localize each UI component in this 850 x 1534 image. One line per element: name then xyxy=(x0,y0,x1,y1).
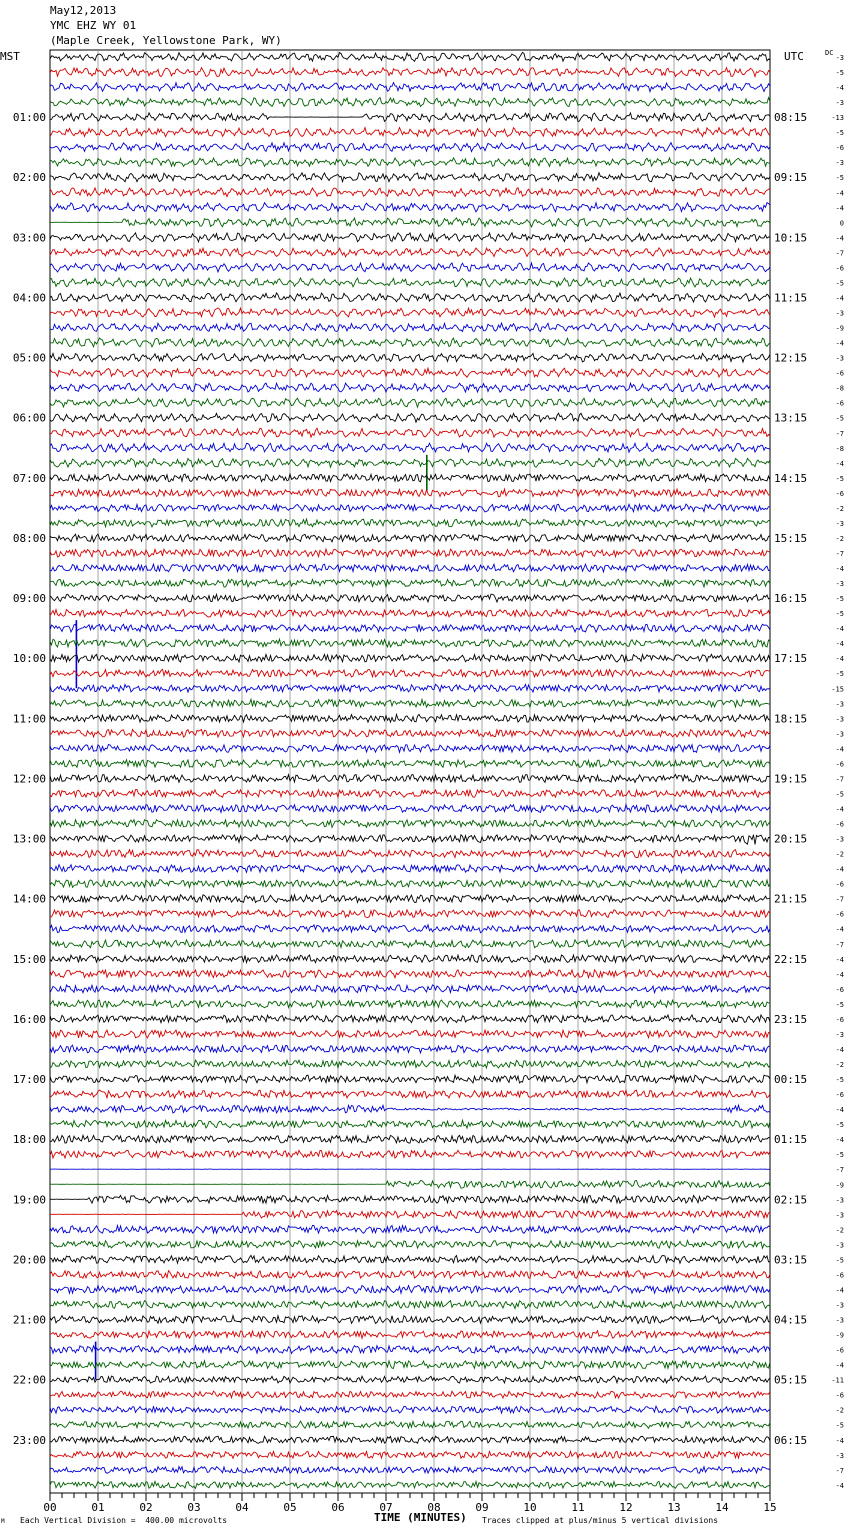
dc-offset-label: -4 xyxy=(835,294,844,303)
seismic-trace xyxy=(50,564,770,572)
seismic-trace xyxy=(50,745,770,753)
right-hour-label: 21:15 xyxy=(774,892,808,906)
dc-offset-label: -5 xyxy=(835,1000,844,1009)
right-hour-label: 10:15 xyxy=(774,231,808,245)
dc-offset-label: -4 xyxy=(835,459,844,468)
seismic-trace xyxy=(50,1075,770,1083)
seismic-trace xyxy=(50,1255,770,1263)
dc-offset-label: -6 xyxy=(835,489,844,498)
dc-offset-label: -4 xyxy=(835,1436,844,1445)
right-hour-label: 03:15 xyxy=(774,1253,808,1267)
left-hour-label: 22:00 xyxy=(12,1373,46,1387)
dc-offset-label: -6 xyxy=(835,1015,844,1024)
plot-date: May12,2013 xyxy=(50,4,117,17)
left-hour-label: 14:00 xyxy=(12,892,46,906)
seismic-trace xyxy=(50,1120,770,1128)
dc-offset-label: -7 xyxy=(835,429,844,438)
seismic-trace xyxy=(50,128,770,137)
seismic-trace xyxy=(50,1376,770,1383)
seismic-trace xyxy=(50,1225,770,1233)
right-hour-label: 18:15 xyxy=(774,712,808,726)
left-hour-label: 05:00 xyxy=(12,351,46,365)
dc-offset-label: -7 xyxy=(835,549,844,558)
x-tick-label: 06 xyxy=(331,1501,345,1514)
seismic-trace xyxy=(50,68,770,77)
seismic-trace xyxy=(50,835,770,845)
seismic-trace xyxy=(50,278,770,287)
seismic-trace xyxy=(50,1331,770,1339)
dc-offset-label: -9 xyxy=(835,324,844,333)
dc-offset-label: -2 xyxy=(835,1061,844,1070)
dc-offset-label: -13 xyxy=(831,114,844,123)
seismic-trace xyxy=(50,398,770,407)
dc-offset-label: -3 xyxy=(835,1196,844,1205)
seismic-trace xyxy=(50,579,770,587)
dc-offset-label: -6 xyxy=(835,399,844,408)
x-tick-label: 15 xyxy=(763,1501,777,1514)
dc-offset-label: -4 xyxy=(835,204,844,213)
local-time-label: MST xyxy=(0,50,20,63)
left-hour-label: 13:00 xyxy=(12,832,46,846)
seismic-trace xyxy=(50,775,770,783)
dc-offset-label: -2 xyxy=(835,504,844,513)
seismic-trace xyxy=(50,865,770,873)
seismic-trace xyxy=(50,504,770,512)
seismic-trace xyxy=(50,1015,770,1023)
left-hour-label: 15:00 xyxy=(12,952,46,966)
left-hour-label: 08:00 xyxy=(12,531,46,545)
x-tick-label: 00 xyxy=(43,1501,57,1514)
dc-offset-label: -8 xyxy=(835,444,844,453)
dc-offset-label: -2 xyxy=(835,1226,844,1235)
right-hour-label: 01:15 xyxy=(774,1133,808,1147)
dc-offset-label: -3 xyxy=(835,1211,844,1220)
x-axis-title: TIME (MINUTES) xyxy=(374,1511,467,1524)
dc-offset-label: -4 xyxy=(835,970,844,979)
dc-offset-label: -7 xyxy=(835,249,844,258)
seismic-trace xyxy=(50,549,770,557)
seismic-trace xyxy=(50,1391,770,1398)
seismic-trace xyxy=(50,368,770,377)
dc-offset-label: -4 xyxy=(835,1286,844,1295)
dc-offset-label: -5 xyxy=(835,1256,844,1265)
right-hour-label: 23:15 xyxy=(774,1012,808,1026)
station-location: (Maple Creek, Yellowstone Park, WY) xyxy=(50,34,282,47)
x-tick-label: 14 xyxy=(715,1501,729,1514)
seismic-trace xyxy=(50,1361,770,1369)
right-hour-label: 05:15 xyxy=(774,1373,808,1387)
dc-offset-label: -7 xyxy=(835,1466,844,1475)
left-hour-label: 02:00 xyxy=(12,171,46,185)
dc-offset-label: -3 xyxy=(835,700,844,709)
right-hour-label: 08:15 xyxy=(774,111,808,125)
right-hour-label: 06:15 xyxy=(774,1433,808,1447)
seismic-trace xyxy=(50,925,770,933)
dc-offset-label: -5 xyxy=(835,790,844,799)
right-hour-label: 19:15 xyxy=(774,772,808,786)
clipping-note: Traces clipped at plus/minus 5 vertical divisions xyxy=(482,1516,719,1525)
seismic-trace xyxy=(50,1346,770,1354)
seismic-trace xyxy=(50,654,770,662)
seismic-trace xyxy=(50,820,770,828)
seismic-trace xyxy=(50,458,770,467)
seismic-trace xyxy=(50,1481,770,1488)
x-tick-label: 10 xyxy=(523,1501,537,1514)
seismic-trace xyxy=(50,293,770,302)
seismic-trace xyxy=(50,1316,770,1324)
dc-offset-label: -11 xyxy=(831,1376,844,1385)
dc-offset-label: -3 xyxy=(835,1301,844,1310)
left-hour-label: 03:00 xyxy=(12,231,46,245)
seismic-trace xyxy=(50,1090,770,1098)
dc-offset-label: -5 xyxy=(835,279,844,288)
seismic-trace xyxy=(50,338,770,347)
dc-offset-label: -5 xyxy=(835,129,844,138)
seismic-trace xyxy=(50,218,770,227)
seismic-trace xyxy=(50,519,770,527)
left-hour-label: 16:00 xyxy=(12,1012,46,1026)
dc-offset-label: -4 xyxy=(835,655,844,664)
seismic-trace xyxy=(50,1211,770,1219)
seismic-trace xyxy=(50,1421,770,1428)
footer-mark: M xyxy=(1,1518,5,1525)
seismic-trace xyxy=(50,113,770,122)
x-tick-label: 01 xyxy=(91,1501,105,1514)
seismic-trace xyxy=(50,308,770,317)
seismic-trace xyxy=(50,609,770,617)
dc-offset-label: -3 xyxy=(835,309,844,318)
seismic-trace xyxy=(50,1286,770,1294)
x-tick-label: 02 xyxy=(139,1501,153,1514)
seismic-trace xyxy=(50,353,770,362)
dc-offset-label: -4 xyxy=(835,1106,844,1115)
right-hour-label: 17:15 xyxy=(774,652,808,666)
left-hour-label: 18:00 xyxy=(12,1133,46,1147)
dc-offset-label: -8 xyxy=(835,384,844,393)
dc-offset-label: -4 xyxy=(835,625,844,634)
seismic-trace xyxy=(50,534,770,542)
dc-offset-label: -4 xyxy=(835,865,844,874)
dc-offset-label: -6 xyxy=(835,144,844,153)
seismic-trace xyxy=(50,323,770,332)
dc-offset-label: -3 xyxy=(835,1316,844,1325)
dc-offset-label: -4 xyxy=(835,1136,844,1145)
left-hour-label: 20:00 xyxy=(12,1253,46,1267)
dc-offset-label: -4 xyxy=(835,1361,844,1370)
dc-offset-label: -4 xyxy=(835,745,844,754)
dc-offset-label: -3 xyxy=(835,835,844,844)
seismic-trace xyxy=(50,1195,770,1203)
dc-offset-label: -5 xyxy=(835,1121,844,1130)
seismic-trace xyxy=(50,594,770,602)
dc-offset-label: -4 xyxy=(835,565,844,574)
left-hour-label: 04:00 xyxy=(12,291,46,305)
dc-offset-label: -3 xyxy=(835,1241,844,1250)
seismic-trace xyxy=(50,52,770,61)
dc-offset-label: -2 xyxy=(835,850,844,859)
dc-offset-label: -3 xyxy=(835,1030,844,1039)
right-hour-label: 02:15 xyxy=(774,1193,808,1207)
dc-offset-label: -6 xyxy=(835,1271,844,1280)
dc-offset-label: -7 xyxy=(835,895,844,904)
right-hour-label: 00:15 xyxy=(774,1073,808,1087)
dc-offset-label: -15 xyxy=(831,685,844,694)
dc-offset-label: -6 xyxy=(835,820,844,829)
seismic-trace xyxy=(50,158,770,167)
right-hour-label: 04:15 xyxy=(774,1313,808,1327)
x-tick-label: 11 xyxy=(571,1501,585,1514)
seismic-trace xyxy=(50,684,770,692)
dc-offset-label: -6 xyxy=(835,369,844,378)
dc-offset-label: -5 xyxy=(835,1421,844,1430)
left-hour-label: 01:00 xyxy=(12,111,46,125)
dc-offset-label: -6 xyxy=(835,1091,844,1100)
seismic-trace xyxy=(50,1135,770,1143)
dc-offset-label: -4 xyxy=(835,339,844,348)
dc-offset-label: -3 xyxy=(835,354,844,363)
seismic-trace xyxy=(50,624,770,632)
seismic-trace xyxy=(50,714,770,722)
seismic-trace xyxy=(50,985,770,993)
dc-offset-label: -3 xyxy=(835,99,844,108)
right-hour-label: 22:15 xyxy=(774,952,808,966)
dc-offset-label: -4 xyxy=(835,955,844,964)
seismic-trace xyxy=(50,428,770,437)
seismic-trace xyxy=(50,1150,770,1158)
dc-offset-label: -7 xyxy=(835,775,844,784)
left-hour-label: 12:00 xyxy=(12,772,46,786)
seismic-trace xyxy=(50,940,770,948)
seismic-trace xyxy=(50,188,770,197)
dc-offset-label: -5 xyxy=(835,1076,844,1085)
seismic-trace xyxy=(50,263,770,272)
dc-offset-label: -6 xyxy=(835,760,844,769)
left-hour-label: 17:00 xyxy=(12,1073,46,1087)
dc-offset-label: -6 xyxy=(835,880,844,889)
dc-offset-label: -2 xyxy=(835,534,844,543)
seismic-trace xyxy=(50,805,770,813)
seismic-trace xyxy=(50,1060,770,1068)
seismic-trace xyxy=(50,413,770,422)
dc-offset-label: -4 xyxy=(835,805,844,814)
right-hour-label: 16:15 xyxy=(774,592,808,606)
dc-offset-label: -3 xyxy=(835,519,844,528)
dc-offset-label: -5 xyxy=(835,414,844,423)
right-hour-label: 11:15 xyxy=(774,291,808,305)
dc-offset-label: -6 xyxy=(835,264,844,273)
right-hour-label: 12:15 xyxy=(774,351,808,365)
seismic-trace xyxy=(50,83,770,92)
dc-offset-label: -4 xyxy=(835,925,844,934)
utc-time-label: UTC xyxy=(784,50,804,63)
seismic-trace xyxy=(50,895,770,903)
left-hour-label: 23:00 xyxy=(12,1433,46,1447)
dc-offset-label: -3 xyxy=(835,715,844,724)
left-hour-label: 19:00 xyxy=(12,1193,46,1207)
seismic-trace xyxy=(50,699,770,707)
seismic-trace xyxy=(50,143,770,152)
left-hour-label: 09:00 xyxy=(12,592,46,606)
dc-offset-label: -4 xyxy=(835,1045,844,1054)
seismic-trace xyxy=(50,1241,770,1249)
seismic-trace xyxy=(50,880,770,888)
seismic-trace xyxy=(50,1301,770,1309)
seismic-trace xyxy=(50,203,770,212)
x-tick-label: 07 xyxy=(379,1501,393,1514)
seismic-trace xyxy=(50,1406,770,1413)
dc-offset-label: -3 xyxy=(835,580,844,589)
left-hour-label: 07:00 xyxy=(12,471,46,485)
seismic-trace xyxy=(50,910,770,918)
seismic-trace xyxy=(50,1045,770,1053)
dc-offset-label: -5 xyxy=(835,69,844,78)
dc-offset-label: -6 xyxy=(835,1346,844,1355)
dc-offset-label: -2 xyxy=(835,1406,844,1415)
right-hour-label: 20:15 xyxy=(774,832,808,846)
seismic-trace xyxy=(50,850,770,858)
dc-offset-label: -4 xyxy=(835,234,844,243)
seismic-trace xyxy=(50,730,770,738)
seismic-trace xyxy=(50,98,770,107)
dc-offset-label: 0 xyxy=(839,219,844,228)
dc-offset-label: -4 xyxy=(835,640,844,649)
x-tick-label: 05 xyxy=(283,1501,297,1514)
dc-offset-label: -3 xyxy=(835,1451,844,1460)
seismic-trace xyxy=(50,955,770,963)
station-code: YMC EHZ WY 01 xyxy=(50,19,137,32)
dc-offset-label: -9 xyxy=(835,1181,844,1190)
dc-offset-label: -3 xyxy=(835,159,844,168)
vertical-scale-note: Each Vertical Division = 400.00 microvolts xyxy=(20,1516,228,1525)
seismic-trace xyxy=(50,383,770,392)
left-hour-label: 06:00 xyxy=(12,411,46,425)
dc-offset-label: -4 xyxy=(835,189,844,198)
dc-offset-label: -9 xyxy=(835,1331,844,1340)
seismic-trace xyxy=(50,1436,770,1443)
x-tick-label: 03 xyxy=(187,1501,201,1514)
seismic-trace xyxy=(50,1271,770,1279)
seismic-trace xyxy=(50,760,770,768)
dc-offset-label: -5 xyxy=(835,595,844,604)
right-hour-label: 15:15 xyxy=(774,531,808,545)
seismic-trace xyxy=(50,790,770,798)
seismic-trace xyxy=(50,1451,770,1458)
x-tick-label: 08 xyxy=(427,1501,441,1514)
dc-offset-label: -3 xyxy=(835,730,844,739)
dc-offset-label: -6 xyxy=(835,985,844,994)
x-tick-label: 09 xyxy=(475,1501,489,1514)
seismic-trace xyxy=(50,639,770,647)
dc-offset-label: -5 xyxy=(835,1151,844,1160)
dc-offset-label: -4 xyxy=(835,1481,844,1490)
seismic-trace xyxy=(50,489,770,497)
seismic-trace xyxy=(50,173,770,182)
left-hour-label: 10:00 xyxy=(12,652,46,666)
dc-offset-label: -5 xyxy=(835,174,844,183)
dc-offset-label: -7 xyxy=(835,940,844,949)
dc-offset-label: -6 xyxy=(835,1391,844,1400)
x-tick-label: 04 xyxy=(235,1501,249,1514)
seismic-trace xyxy=(50,1030,770,1038)
left-hour-label: 11:00 xyxy=(12,712,46,726)
seismic-trace xyxy=(50,970,770,978)
dc-offset-label: -5 xyxy=(835,610,844,619)
dc-offset-label: -5 xyxy=(835,670,844,679)
seismic-trace xyxy=(50,474,770,482)
seismic-trace xyxy=(50,1105,770,1113)
seismic-trace xyxy=(50,233,770,242)
right-hour-label: 13:15 xyxy=(774,411,808,425)
dc-offset-header: DC xyxy=(825,49,834,57)
seismic-trace xyxy=(50,443,770,452)
seismic-trace xyxy=(50,1181,770,1189)
seismic-trace xyxy=(50,1000,770,1008)
dc-offset-label: -6 xyxy=(835,910,844,919)
right-hour-label: 09:15 xyxy=(774,171,808,185)
seismic-trace xyxy=(50,1466,770,1473)
seismic-trace xyxy=(50,669,770,677)
right-hour-label: 14:15 xyxy=(774,471,808,485)
dc-offset-label: -7 xyxy=(835,1166,844,1175)
dc-offset-label: -4 xyxy=(835,84,844,93)
left-hour-label: 21:00 xyxy=(12,1313,46,1327)
seismic-trace xyxy=(50,248,770,257)
x-tick-label: 13 xyxy=(667,1501,681,1514)
dc-offset-label: -5 xyxy=(835,474,844,483)
x-tick-label: 12 xyxy=(619,1501,633,1514)
dc-offset-label: -3 xyxy=(835,54,844,62)
